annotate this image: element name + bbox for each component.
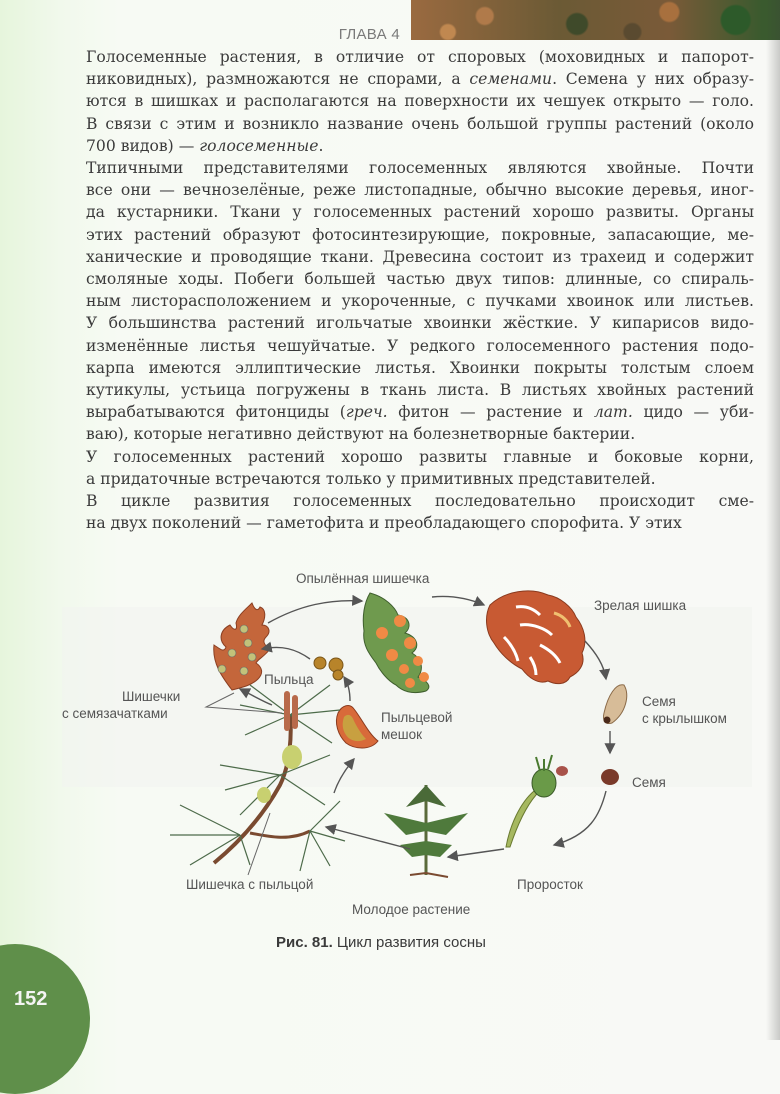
paragraph <box>62 446 754 490</box>
label-pollen-sac-2: мешок <box>381 727 423 742</box>
text-line: ваю), которые негативно действуют на болезнетворные бактерии. <box>86 425 636 444</box>
figure-pine-life-cycle <box>0 545 780 965</box>
text-line: вырабатываются фитонциды (греч. фитон — растение и лат. цидо — уби- <box>86 403 754 422</box>
text-line: да кустарники. Ткани у голосеменных растений хорошо развиты. Органы <box>86 203 754 222</box>
text-line: ханические и проводящие ткани. Древесина состоит из трахеид и содержит <box>86 247 754 266</box>
body-text <box>62 46 754 534</box>
paragraph <box>62 490 754 534</box>
text-line: все они — вечнозелёные, реже листопадные, обычно высокие деревья, иног- <box>86 181 754 200</box>
young-plant-icon <box>384 785 468 877</box>
text-line: ются в шишках и располагаются на поверхности их чешуек открыто — голо. <box>86 92 754 111</box>
text-line: Типичными представителями голосеменных являются хвойные. Почти <box>86 159 754 178</box>
paragraph <box>62 46 754 157</box>
text-line: никовидных), размножаются не спорами, а семенами. Семена у них образу- <box>86 70 754 89</box>
figure-caption <box>276 934 486 951</box>
text-line: 700 видов) — голосеменные. <box>86 136 324 155</box>
chapter-heading: ГЛАВА 4 <box>338 26 400 43</box>
text-line: Голосеменные растения, в отличие от споровых (моховидных и папорот- <box>86 48 754 66</box>
label-seed: Семя <box>632 775 666 790</box>
figure-number: Рис. 81. <box>276 934 333 951</box>
header-photo <box>411 0 780 40</box>
page-number-badge <box>0 944 90 1094</box>
label-pollen-cone: Шишечка с пыльцой <box>186 877 314 892</box>
label-winged-seed-1: Семя <box>642 694 676 709</box>
label-pollen-sac-1: Пыльцевой <box>381 710 453 725</box>
text-line: У голосеменных растений хорошо развиты главные и боковые корни, <box>86 447 754 466</box>
label-ovule-cones-1: Шишечки <box>122 689 181 704</box>
label-mature-cone: Зрелая шишка <box>594 598 687 613</box>
paragraph <box>62 157 754 446</box>
text-line: а придаточные встречаются только у примитивных представителей. <box>86 469 656 488</box>
label-pollen: Пыльца <box>264 672 314 687</box>
page-number: 152 <box>14 988 48 1010</box>
label-young-plant: Молодое растение <box>352 902 471 917</box>
text-line: В связи с этим и возникло название очень большой группы растений (около <box>86 114 754 133</box>
label-winged-seed-2: с крылышком <box>642 711 727 726</box>
text-line: кутикулы, устьица погружены в ткань листа. В листьях хвойных растений <box>86 381 754 400</box>
seed-icon <box>601 769 619 785</box>
text-line: изменённые листья чешуйчатые. У редкого голосеменного растения подо- <box>86 336 754 355</box>
figure-title: Цикл развития сосны <box>332 934 486 951</box>
text-line: карпа имеются эллиптические листья. Хвоинки покрыты толстым слоем <box>86 358 754 377</box>
label-seedling: Проросток <box>517 877 583 892</box>
text-line: В цикле развития голосеменных последовательно происходит сме- <box>86 492 754 511</box>
text-line: У большинства растений игольчатые хвоинки жёсткие. У кипарисов видо- <box>86 314 754 333</box>
page-edge-shadow <box>766 0 780 1040</box>
text-line: смоляные ходы. Побеги большей частью двух типов: длинные, со спираль- <box>86 270 754 289</box>
text-line: ным листорасположением и укороченные, с пучками хвоинок или листьев. <box>86 292 754 311</box>
label-pollinated-cone: Опылённая шишечка <box>296 571 430 586</box>
text-line: этих растений образуют фотосинтезирующие, покровные, запасающие, ме- <box>86 225 754 244</box>
text-line: на двух поколений — гаметофита и преобладающего спорофита. У этих <box>86 514 682 533</box>
label-ovule-cones-2: с семязачатками <box>62 706 168 721</box>
